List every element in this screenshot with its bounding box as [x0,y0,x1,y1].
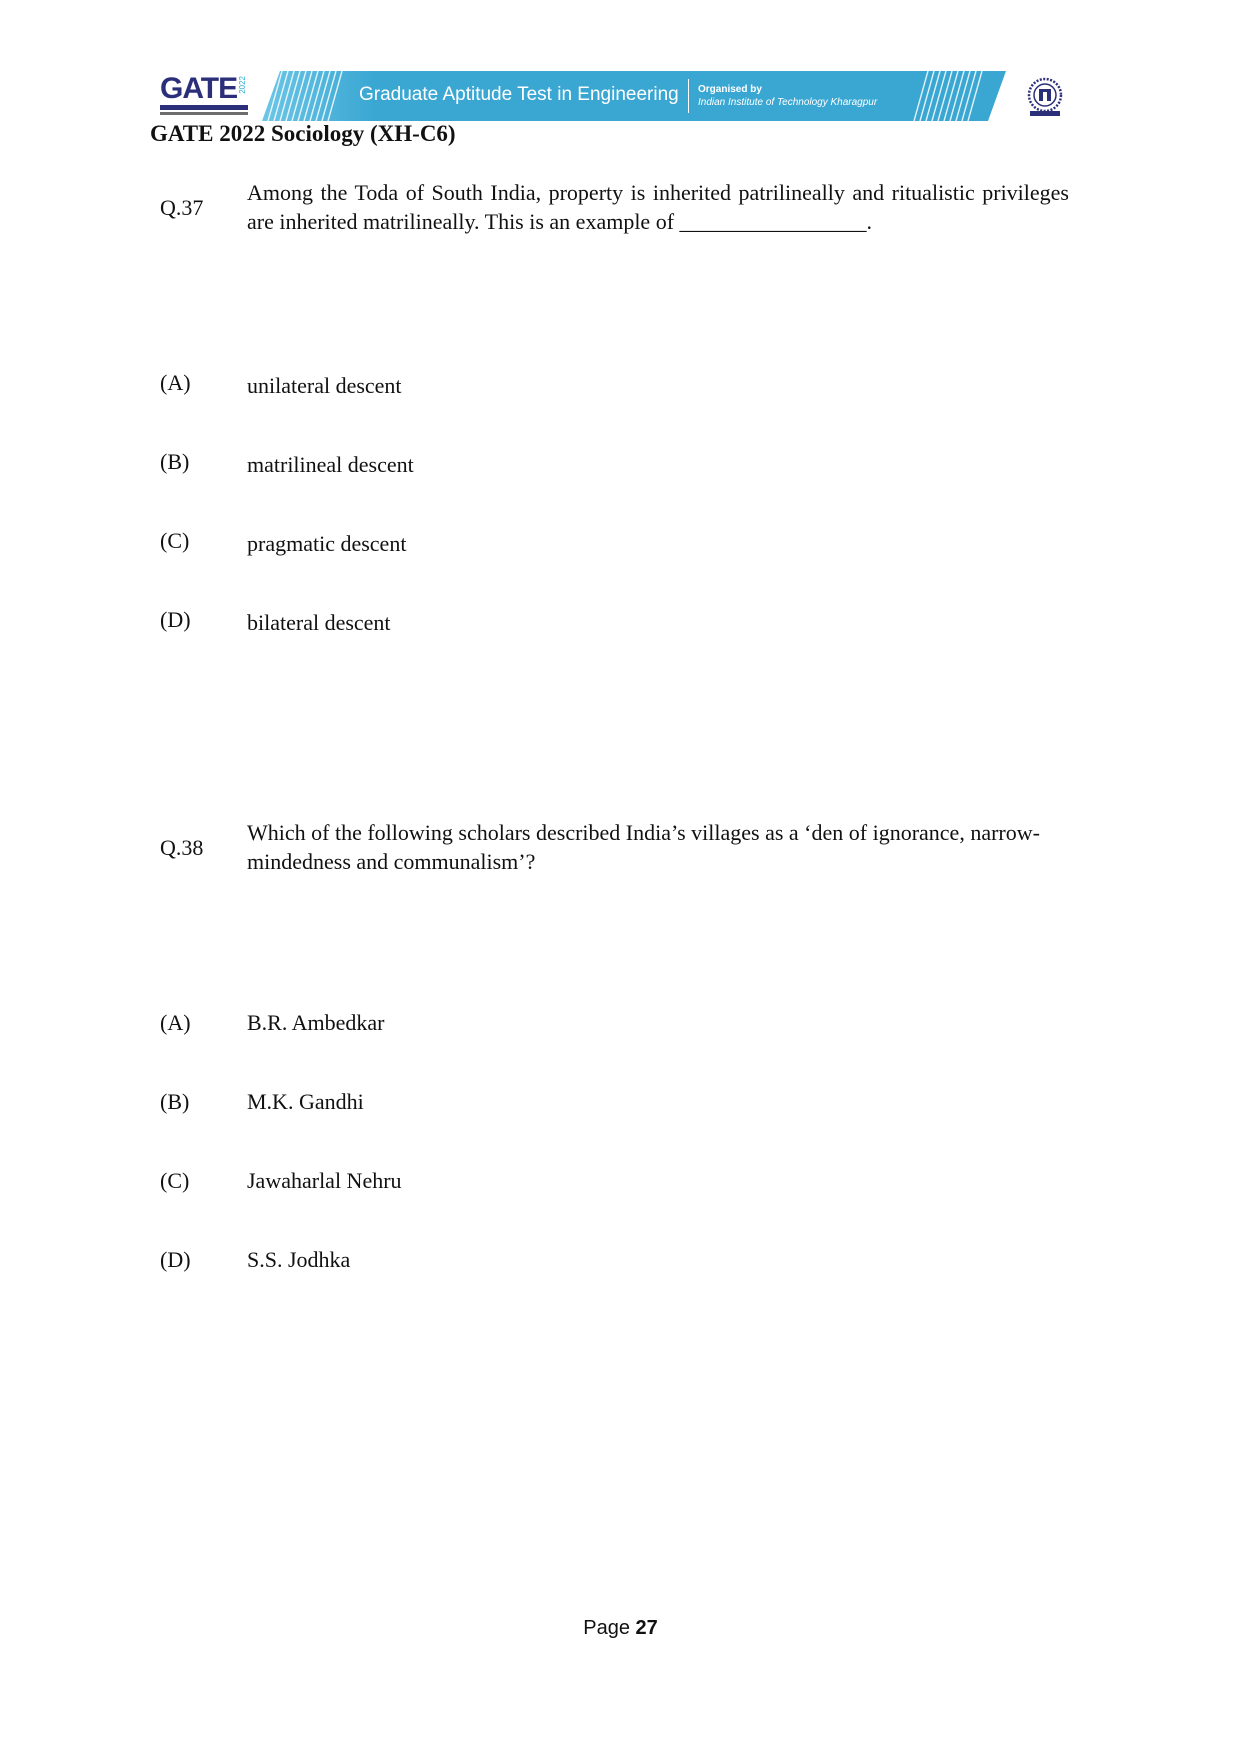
option-label: (C) [160,528,190,553]
option-label: (B) [160,449,190,474]
option-text: B.R. Ambedkar [247,1010,385,1035]
option-text: M.K. Gandhi [247,1089,364,1114]
logo-strip [160,105,248,110]
option-text: unilateral descent [247,373,402,398]
option-text: pragmatic descent [247,531,407,556]
organised-by-label: Organised by [698,84,762,95]
logo-strip [160,112,248,115]
option-text: matrilineal descent [247,452,414,477]
option-label: (C) [160,1168,190,1193]
gate-logo [160,74,250,122]
option-text: S.S. Jodhka [247,1247,351,1272]
header-banner [262,71,1006,121]
page-label: Page [583,1617,630,1639]
banner-title: Graduate Aptitude Test in Engineering [359,84,679,105]
option-label: (D) [160,1247,191,1272]
iit-emblem-icon [1024,75,1066,119]
page-number: 27 [635,1617,658,1639]
option-label: (A) [160,1010,191,1035]
option-text: bilateral descent [247,610,391,635]
question-number: Q.38 [160,835,204,860]
question-number: Q.37 [160,195,204,220]
option-label: (B) [160,1089,190,1114]
question-text: Among the Toda of South India, property is inherited patrilineally and ritualistic privileges are inherited matrilineally. This is an example of _________________. [247,180,1069,234]
document-title: GATE 2022 Sociology (XH-C6) [150,121,456,146]
question-text: Which of the following scholars described India’s villages as a ‘den of ignorance, narrow-mindedness and communalism’? [247,820,1040,874]
option-label: (D) [160,607,191,632]
option-text: Jawaharlal Nehru [247,1168,402,1193]
logo-text: GATE [160,72,238,105]
organiser-info [698,83,877,109]
logo-year: 2022 [238,76,247,94]
option-label: (A) [160,370,191,395]
organiser-name: Indian Institute of Technology Kharagpur [698,97,878,108]
banner-divider [688,79,689,113]
page-footer [0,1617,1241,1640]
